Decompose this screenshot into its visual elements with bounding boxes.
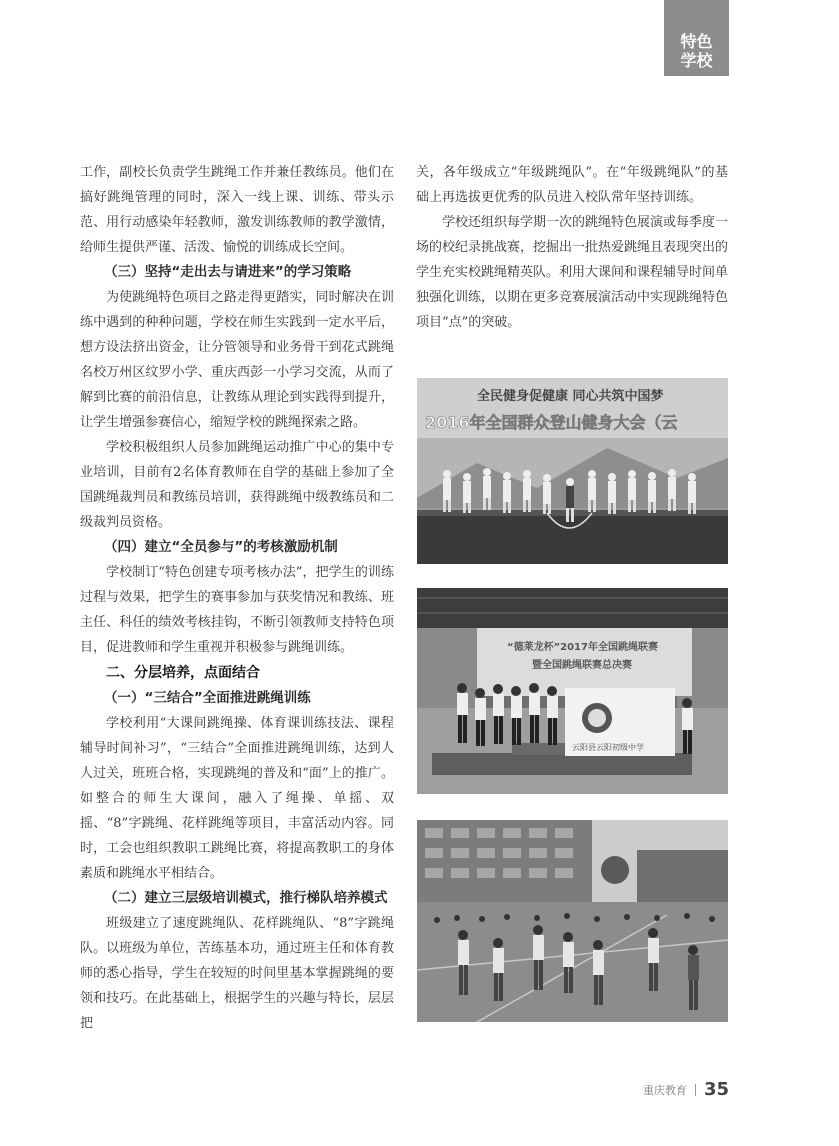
subsection-heading: （四）建立“全员参与”的考核激励机制 xyxy=(104,539,338,555)
paragraph: 学校制订“特色创建专项考核办法”，把学生的训练过程与效果，把学生的赛事参加与获奖情况和教练、班主任、科任的绩效考核挂钩，不断引领教师支持特色项目，促进教师和学生重视并积极参与跳绳训练。 xyxy=(80,565,394,655)
footer-divider xyxy=(695,1084,696,1096)
subsection-heading: （三）坚持“走出去与请进来”的学习策略 xyxy=(104,264,352,280)
paragraph: 学校还组织每学期一次的跳绳特色展演或每季度一场的校纪录挑战赛，挖掘出一批热爱跳绳且表现突出的学生充实校跳绳精英队。利用大课间和课程辅导时间单独强化训练，以期在更多竞赛展演活动中实现跳绳特色项目“点”的突破。 xyxy=(416,215,729,330)
right-column xyxy=(416,160,728,335)
section-tab-line1: 特色 xyxy=(680,32,713,51)
subsection-heading: （二）建立三层级培训模式，推行梯队培养模式 xyxy=(104,890,388,906)
paragraph: 学校利用“大课间跳绳操、体育课训练技法、课程辅导时间补习”，“三结合”全面推进跳绳训练，达到人人过关，班班合格，实现跳绳的普及和“面”上的推广。如整合的师生大课间，融入了绳操、单摇、双摇、“8”字跳绳、花样跳绳等项目，丰富活动内容。同时，工会也组织教职工跳绳比赛，将提高教职工的身体素质和跳绳水平相结合。 xyxy=(80,716,394,881)
magazine-name: 重庆教育 xyxy=(642,1083,687,1097)
left-column xyxy=(80,160,394,1036)
banner-slogan: 全民健身促健康 同心共筑中国梦 xyxy=(477,389,664,404)
page-number: 35 xyxy=(703,1079,729,1100)
paragraph: 工作，副校长负责学生跳绳工作并兼任教练员。他们在搞好跳绳管理的同时，深入一线上课、训练、带头示范、用行动感染年轻教师，激发训练教师的教学激情，给师生提供严谨、活泼、愉悦的训练成长空间。 xyxy=(80,165,394,255)
photo-stage-performance xyxy=(417,378,728,564)
photo-award-ceremony xyxy=(417,588,728,794)
photo-campus-recess xyxy=(417,820,728,1022)
paragraph: 学校积极组织人员参加跳绳运动推广中心的集中专业培训，目前有2名体育教师在自学的基础上参加了全国跳绳裁判员和教练员培训，获得跳绳中级教练员和二级裁判员资格。 xyxy=(80,440,394,530)
section-tab xyxy=(664,0,729,76)
banner-contest-subtitle: 暨全国跳绳联赛总决赛 xyxy=(532,660,632,671)
banner-contest-title: “德莱龙杯”2017年全国跳绳联赛 xyxy=(507,642,658,653)
page-footer xyxy=(643,1079,729,1100)
paragraph: 班级建立了速度跳绳队、花样跳绳队、“8”字跳绳队。以班级为单位，苦练基本功，通过班主任和体育教师的悉心指导，学生在较短的时间里基本掌握跳绳的要领和技巧。在此基础上，根据学生的兴趣与特长，层层把 xyxy=(80,916,394,1031)
section-heading: 二、分层培养，点面结合 xyxy=(106,665,260,681)
subsection-heading: （一）“三结合”全面推进跳绳训练 xyxy=(104,690,311,706)
section-tab-line2: 学校 xyxy=(680,51,713,70)
paragraph: 为使跳绳特色项目之路走得更踏实，同时解决在训练中遇到的种种问题，学校在师生实践到一定水平后，想方设法挤出资金，让分管领导和业务骨干到花式跳绳名校万州区纹罗小学、重庆西彭一小学习交流，从而了解到比赛的前沿信息，让教练从理论到实践得到提升，让学生增强参赛信心，缩短学校的跳绳探索之路。 xyxy=(80,290,394,430)
school-flag-text: 云阳县云阳初级中学 xyxy=(572,743,644,752)
paragraph: 关，各年级成立“年级跳绳队”。在“年级跳绳队”的基础上再选拔更优秀的队员进入校队常年坚持训练。 xyxy=(416,165,728,205)
banner-event-title: 2016年全国群众登山健身大会（云 xyxy=(425,413,678,432)
